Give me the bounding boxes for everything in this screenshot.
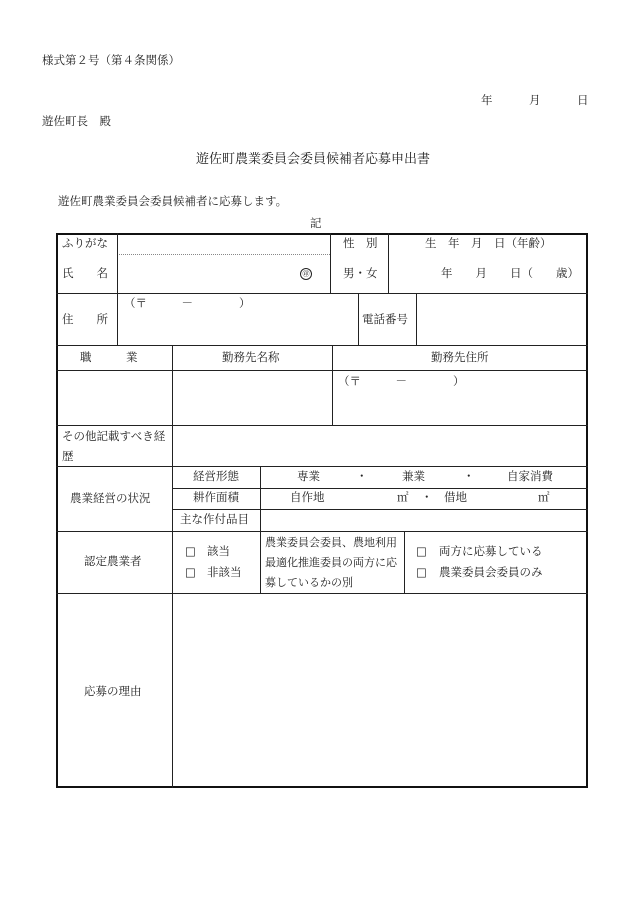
rule [260, 466, 261, 531]
bullet: ・ [356, 469, 368, 483]
rule [172, 488, 588, 489]
workplace-name-label: 勤務先名称 [222, 350, 280, 364]
management-full: 専業 [297, 469, 320, 483]
rule [172, 509, 588, 510]
both-applied-label: 両方に応募している [439, 544, 543, 558]
birth-format: 年 月 日（ 歳） [441, 266, 579, 280]
form-number: 様式第２号（第４条関係） [42, 53, 180, 67]
not-applicable-label: 非該当 [207, 565, 242, 579]
rule [260, 531, 261, 593]
rule [56, 345, 588, 346]
gender-options: 男・女 [343, 266, 378, 280]
main-crops-label: 主な作付品目 [180, 512, 249, 526]
applicable-label: 該当 [207, 544, 230, 558]
workplace-postal: （〒 － ） [338, 374, 465, 388]
cultivated-area-label: 耕作面積 [193, 490, 239, 504]
rule [416, 293, 417, 345]
application-table [56, 233, 588, 788]
phone-label: 電話番号 [362, 312, 408, 326]
other-history-label: その他記載すべき経歴 [62, 429, 166, 463]
certified-farmer-label: 認定農業者 [84, 554, 142, 568]
checkbox-applicable[interactable]: □ [185, 544, 196, 558]
rule [56, 593, 588, 594]
ki-heading: 記 [310, 216, 322, 230]
checkbox-not-applicable[interactable]: □ [185, 565, 196, 579]
rule [358, 293, 359, 345]
date-month: 月 [529, 93, 541, 107]
birth-label: 生 年 月 日（年齢） [425, 236, 552, 250]
reason-label: 応募の理由 [84, 684, 142, 698]
rule [56, 370, 588, 371]
date-day: 日 [577, 93, 589, 107]
name-label: 氏 名 [62, 266, 108, 280]
area-unit: ㎡ [538, 490, 550, 504]
seal-mark: ㊞ [300, 267, 312, 280]
rule [56, 531, 588, 532]
rule [404, 531, 405, 593]
bullet: ・ [421, 490, 433, 504]
address-postal: （〒 － ） [124, 296, 251, 310]
management-type-label: 経営形態 [193, 469, 239, 483]
intro-text: 遊佐町農業委員会委員候補者に応募します。 [58, 194, 288, 208]
checkbox-both[interactable]: □ [416, 544, 427, 558]
gender-label: 性 別 [343, 236, 378, 250]
own-land: 自作地 [290, 490, 325, 504]
workplace-address-label: 勤務先住所 [431, 350, 489, 364]
furigana-label: ふりがな [62, 236, 108, 250]
rule [388, 233, 389, 293]
date-year: 年 [481, 93, 493, 107]
furigana-divider [117, 254, 330, 255]
committee-only-label: 農業委員会委員のみ [439, 565, 543, 579]
page-title: 遊佐町農業委員会委員候補者応募申出書 [196, 152, 431, 167]
bullet: ・ [463, 469, 475, 483]
management-self: 自家消費 [507, 469, 553, 483]
rule [56, 466, 588, 467]
address-label: 住 所 [62, 312, 108, 326]
rule [56, 293, 588, 294]
rule [330, 233, 331, 293]
occupation-label: 職 業 [80, 350, 138, 364]
rented-land: 借地 [444, 490, 467, 504]
rule [172, 345, 173, 788]
checkbox-committee-only[interactable]: □ [416, 565, 427, 579]
management-part: 兼業 [402, 469, 425, 483]
dual-question: 農業委員会委員、農地利用最適化推進委員の両方に応募しているかの別 [265, 536, 397, 589]
addressee: 遊佐町長 殿 [42, 114, 111, 128]
rule [332, 345, 333, 425]
farm-status-label: 農業経営の状況 [70, 491, 151, 505]
area-unit: ㎡ [397, 490, 409, 504]
rule [117, 233, 118, 345]
